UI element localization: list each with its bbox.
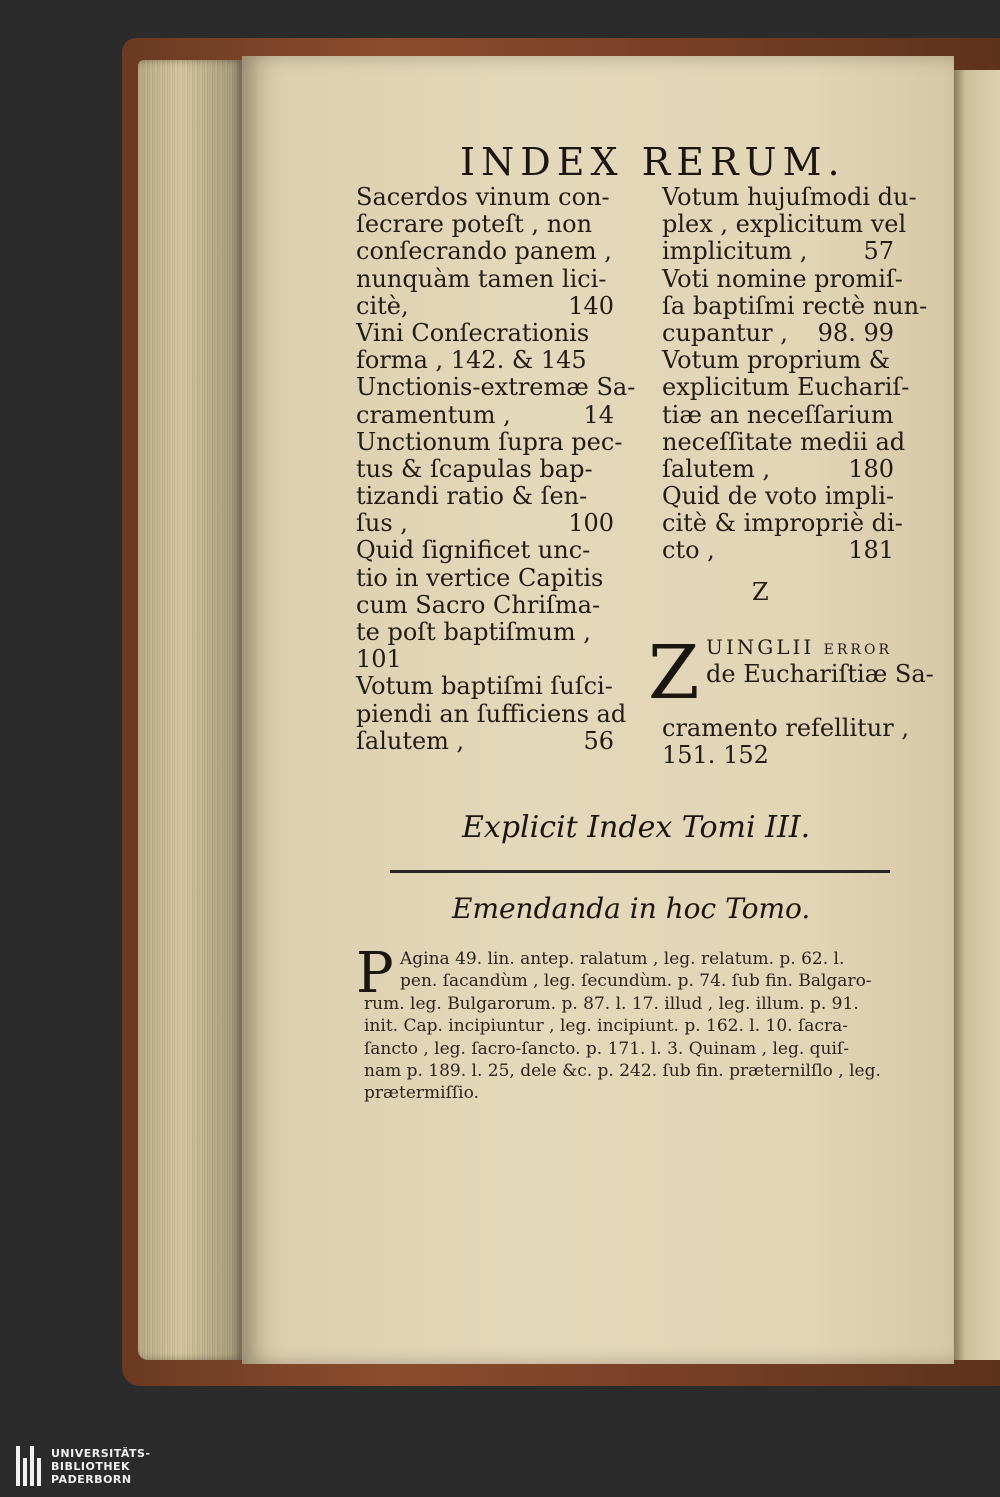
divider-rule: [390, 870, 890, 873]
index-entry-line: [356, 646, 614, 673]
index-entry-line: [662, 320, 894, 347]
z-entry: [706, 634, 934, 689]
index-entry-page: 100: [568, 509, 614, 538]
index-entry-text: Vini Conſecrationis: [356, 318, 590, 347]
index-entry-page: 180: [848, 454, 894, 483]
index-entry-text: piendi an ſufficiens ad: [356, 699, 627, 728]
index-entry-line: [356, 238, 614, 265]
index-entry-text: ſa baptiſmi rectè nun-: [662, 291, 928, 320]
index-entry-line: [662, 483, 894, 510]
emendanda-line: nam p. 189. l. 25, dele &c. p. 242. ſub fin. præternilſlo , leg.: [364, 1060, 881, 1081]
index-entry-line: [662, 210, 907, 239]
index-entry-text: cto ,: [662, 536, 715, 565]
index-entry-line: [356, 211, 614, 238]
emendanda-body: [364, 948, 894, 1105]
index-column-right: [662, 183, 928, 565]
index-entry-text: tio in vertice Capitis: [356, 563, 604, 592]
index-entry-text: Quid ſignificet unc-: [356, 536, 591, 565]
index-entry-text: explicitum Euchariſ-: [662, 373, 910, 402]
z-entry-line: de Euchariſtiæ Sa-: [706, 660, 934, 689]
index-entry-line: [356, 592, 614, 619]
index-entry-text: ſecrare poteſt , non: [356, 210, 593, 239]
index-entry-line: [356, 673, 614, 700]
index-entry-line: [356, 699, 627, 728]
index-entry-text: ſus ,: [356, 509, 408, 538]
index-entry-text: ſalutem ,: [662, 454, 771, 483]
index-entry-page: 57: [863, 237, 894, 266]
index-entry-text: Sacerdos vinum con-: [356, 183, 610, 211]
index-entry-text: cum Sacro Chriſma-: [356, 590, 601, 619]
index-entry-line: [662, 509, 903, 538]
index-entry-text: Votum hujuſmodi du-: [662, 183, 917, 211]
index-entry-line: [662, 291, 928, 320]
index-entry-line: [662, 427, 906, 456]
index-entry-text: citè,: [356, 291, 409, 320]
index-entry-text: cramentum ,: [356, 400, 511, 429]
page-title: INDEX RERUM.: [460, 140, 846, 184]
z-entry-line: UINGLII error: [706, 635, 892, 659]
index-entry-text: plex , explicitum vel: [662, 210, 907, 239]
index-entry-line: [356, 456, 614, 483]
index-entry-line: [356, 619, 614, 646]
index-entry-page: 98. 99: [817, 318, 894, 347]
index-entry-line: [356, 320, 614, 347]
library-logo: [16, 1446, 151, 1486]
emendanda-line: rum. leg. Bulgarorum. p. 87. l. 17. illud , leg. illum. p. 91.: [364, 993, 859, 1014]
index-entry-line: [356, 728, 614, 755]
drop-cap-z: Z: [648, 630, 700, 716]
index-entry-line: [356, 402, 614, 429]
index-entry-line: [662, 238, 894, 265]
emendanda-line: prætermiſſio.: [364, 1083, 479, 1104]
index-entry-line: [356, 373, 636, 402]
index-entry-text: neceſſitate medii ad: [662, 427, 906, 456]
index-entry-page: 181: [848, 536, 894, 565]
section-letter-z: Z: [752, 578, 769, 606]
index-entry-line: [356, 427, 623, 456]
index-entry-page: 140: [568, 291, 614, 320]
emendanda-line: ſancto , leg. ſacro-ſancto. p. 171. l. 3. Quinam , leg. quiſ-: [364, 1038, 849, 1059]
index-entry-line: [662, 537, 894, 564]
index-entry-text: tus & ſcapulas bap-: [356, 454, 593, 483]
index-entry-text: 101: [356, 645, 402, 674]
library-logo-text: UNIVERSITÄTS- BIBLIOTHEK PADERBORN: [51, 1446, 151, 1486]
index-entry-line: [356, 537, 614, 564]
index-column-left: [356, 183, 636, 755]
z-entry-pages: 151. 152: [662, 741, 769, 770]
index-entry-text: te poſt baptiſmum ,: [356, 618, 591, 646]
z-entry-line: cramento refellitur ,: [662, 714, 909, 742]
facing-page: [954, 70, 1000, 1360]
index-entry-text: conſecrando panem ,: [356, 237, 612, 266]
page-edges-shade: [138, 60, 244, 1360]
library-logo-icon: [16, 1446, 41, 1486]
emendanda-title: Emendanda in hoc Tomo.: [452, 892, 811, 925]
index-entry-text: implicitum ,: [662, 237, 808, 266]
index-entry-text: forma , 142. & 145: [356, 346, 587, 375]
index-entry-page: 56: [583, 726, 614, 755]
index-entry-text: Votum proprium &: [662, 346, 891, 375]
z-entry-continued: [662, 714, 909, 770]
emendanda-line: pen. ſacandùm , leg. ſecundùm. p. 74. ſub fin. Balgaro-: [400, 971, 872, 992]
index-entry-line: [356, 184, 614, 211]
index-entry-text: ſalutem ,: [356, 726, 465, 755]
emendanda-line: Agina 49. lin. antep. ralatum , leg. relatum. p. 62. l.: [400, 949, 845, 969]
drop-cap-p: P: [356, 941, 394, 1006]
index-entry-line: [662, 402, 894, 429]
index-entry-line: [662, 264, 903, 293]
index-entry-line: [356, 347, 614, 374]
index-entry-text: Voti nomine promiſ-: [662, 264, 903, 293]
index-entry-line: [662, 373, 910, 402]
index-entry-text: Unctionis-extremæ Sa-: [356, 373, 636, 402]
index-entry-text: Quid de voto impli-: [662, 482, 894, 511]
index-entry-line: [356, 293, 614, 320]
index-entry-text: Votum baptiſmi ſuſci-: [356, 672, 613, 701]
explicit-line: Explicit Index Tomi III.: [462, 810, 811, 845]
emendanda-line: init. Cap. incipiuntur , leg. incipiunt. p. 162. l. 10. ſacra-: [364, 1016, 848, 1037]
index-entry-line: [356, 510, 614, 537]
index-entry-text: nunquàm tamen lici-: [356, 264, 607, 293]
index-entry-text: tizandi ratio & ſen-: [356, 482, 588, 511]
index-entry-text: Unctionum ſupra pec-: [356, 427, 623, 456]
index-entry-line: [662, 456, 894, 483]
index-entry-line: [356, 483, 614, 510]
index-entry-line: [356, 565, 614, 592]
index-entry-text: tiæ an neceſſarium: [662, 400, 894, 429]
index-entry-text: citè & impropriè di-: [662, 509, 903, 538]
index-entry-page: 14: [583, 400, 614, 429]
index-entry-line: [662, 347, 894, 374]
index-entry-text: cupantur ,: [662, 318, 788, 347]
index-entry-line: [662, 183, 917, 211]
index-entry-line: [356, 266, 614, 293]
